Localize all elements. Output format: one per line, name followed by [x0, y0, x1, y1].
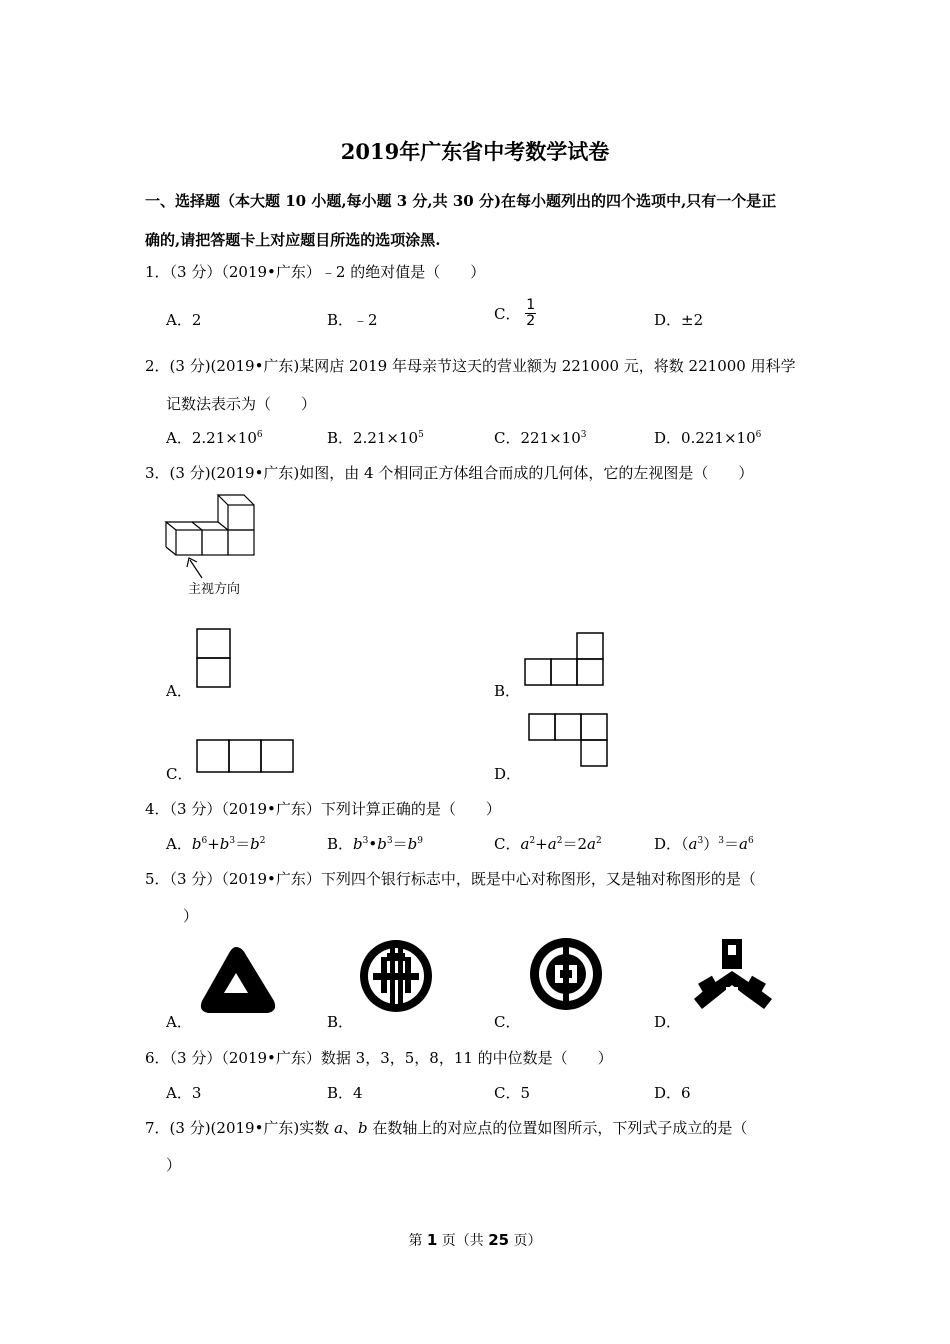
question-2-option-d	[654, 427, 761, 448]
question-2-stem-line2: 记数法表示为（ ）	[166, 395, 317, 413]
option-d-exponent: 6	[755, 430, 762, 440]
question-3-option-a-label: A．	[166, 682, 192, 700]
left-view-option-a	[196, 628, 232, 690]
question-4-option-c: C．$a^2+a^2=2a^2$	[494, 835, 602, 853]
page-footer: 第 1 页（共 25 页）	[408, 1231, 542, 1249]
question-1-option-c-label: C．	[494, 305, 521, 323]
fraction-denominator: 2	[526, 313, 536, 329]
option-b-base: B．2.21×10	[327, 429, 419, 447]
question-6-option-a: A．3	[166, 1084, 202, 1102]
total-page-count: 25	[488, 1231, 510, 1249]
option-d-base: D．0.221×10	[654, 429, 756, 447]
option-b-exponent: 5	[418, 430, 424, 440]
section-instructions-line1: 一、选择题（本大题 10 小题,每小题 3 分,共 30 分)在每小题列出的四个选项中,只有一个是正	[145, 192, 777, 210]
question-6-option-d: D．6	[654, 1084, 691, 1102]
question-3-option-c-label: C．	[166, 765, 193, 783]
left-view-option-b	[524, 632, 606, 688]
option-a-exponent: 6	[256, 430, 263, 440]
question-3-stem: 3．(3 分)(2019•广东)如图，由 4 个相同正方体组合而成的几何体，它的左视图是（ ）	[145, 464, 754, 482]
question-4-stem: 4．（3 分）（2019•广东）下列计算正确的是（ ）	[145, 800, 501, 818]
question-7-stem-line2: ）	[166, 1156, 182, 1174]
question-1-option-b: B．﹣2	[327, 311, 378, 329]
question-2-option-c	[494, 427, 587, 448]
question-4-option-d: D．$(a^3)^3=a^6$	[654, 835, 754, 853]
question-4-option-b: B．$b^3•b^3=b^9$	[327, 835, 423, 853]
option-c-exponent: 3	[580, 430, 587, 440]
option-a-base: A．2.21×10	[166, 429, 257, 447]
page-title: 2019年广东省中考数学试卷	[340, 139, 610, 164]
question-5-option-d-label: D．	[654, 1013, 682, 1031]
section-instructions-line2: 确的,请把答题卡上对应题目所选的选项涂黑.	[145, 231, 441, 249]
question-1-stem: 1．（3 分）（2019•广东）﹣2 的绝对值是（ ）	[145, 263, 486, 281]
figure-caption: 主视方向	[188, 582, 241, 597]
fraction-numerator: 1	[526, 297, 536, 313]
left-view-option-d	[528, 713, 612, 771]
question-1-option-d: D．±2	[654, 311, 704, 329]
question-4-option-a: A．$b^6+b^3=b^2$	[166, 835, 266, 853]
question-3-option-b-label: B．	[494, 682, 521, 700]
question-5-option-c-label: C．	[494, 1013, 521, 1031]
question-6-option-c: C．5	[494, 1084, 531, 1102]
question-1-option-a: A．2	[166, 311, 202, 329]
left-view-option-c	[196, 739, 296, 775]
bank-logo-triangle	[198, 945, 278, 1017]
question-6-stem: 6．（3 分）（2019•广东）数据 3，3，5，8，11 的中位数是（ ）	[145, 1049, 613, 1067]
view-direction-arrow	[190, 560, 202, 578]
cube-solid-figure	[160, 490, 280, 580]
question-5-option-b-label: B．	[327, 1013, 354, 1031]
question-2-stem-line1: 2．(3 分)(2019•广东)某网店 2019 年母亲节这天的营业额为 221000 元，将数 221000 用科学	[145, 357, 796, 375]
question-5-option-a-label: A．	[166, 1013, 192, 1031]
question-3-option-d-label: D．	[494, 765, 522, 783]
option-c-base: C．221×10	[494, 429, 581, 447]
bank-logo-china	[527, 935, 607, 1015]
question-7-stem-line1: 7．(3 分)(2019•广东)实数 a、b 在数轴上的对应点的位置如图所示，下列式子成立的是（	[145, 1119, 748, 1137]
question-2-option-a	[166, 427, 263, 448]
bank-logo-construction	[688, 937, 778, 1015]
fraction-one-half	[525, 298, 536, 329]
question-5-stem-line1: 5．（3 分）（2019•广东）下列四个银行标志中，既是中心对称图形，又是轴对称图形的是（	[145, 870, 756, 888]
question-5-stem-line2: ）	[183, 907, 199, 925]
bank-logo-agricultural	[357, 937, 437, 1017]
current-page-number: 1	[426, 1231, 438, 1249]
question-2-option-b	[327, 427, 424, 448]
question-1-option-c	[494, 298, 536, 329]
question-6-option-b: B．4	[327, 1084, 363, 1102]
